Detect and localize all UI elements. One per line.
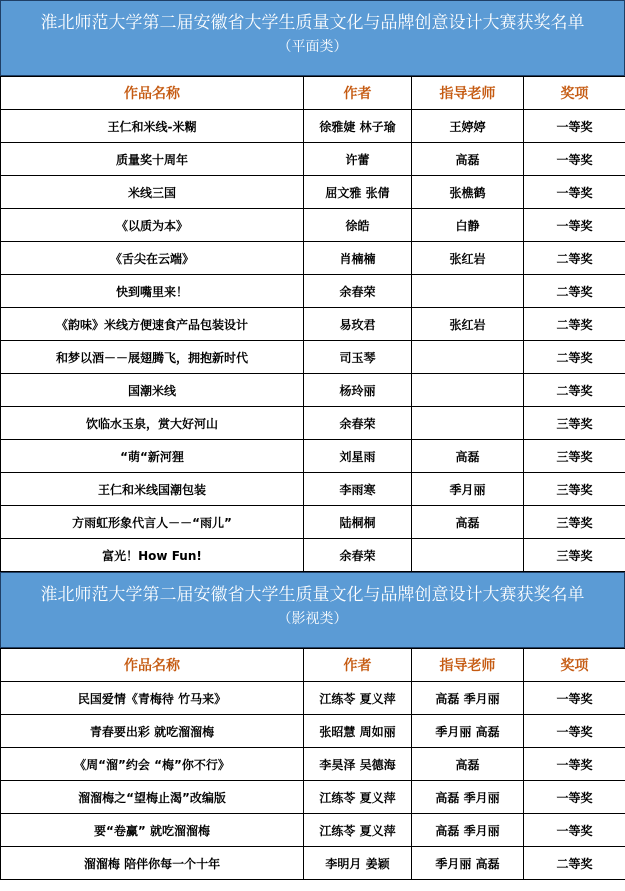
table-row — [1, 539, 625, 572]
table-row — [1, 440, 625, 473]
cell-work-name: 王仁和米线-米糊 — [1, 110, 304, 143]
cell-advisor: 王婷婷 — [412, 110, 524, 143]
cell-award: 二等奖 — [524, 275, 625, 308]
header-advisor: 指导老师 — [412, 77, 524, 110]
section-banner — [0, 572, 625, 648]
section-banner — [0, 0, 625, 76]
cell-award: 三等奖 — [524, 506, 625, 539]
cell-advisor: 张红岩 — [412, 242, 524, 275]
table-row — [1, 814, 625, 847]
cell-award: 三等奖 — [524, 407, 625, 440]
table-row — [1, 143, 625, 176]
cell-award: 一等奖 — [524, 682, 625, 715]
cell-advisor: 张红岩 — [412, 308, 524, 341]
table-row — [1, 341, 625, 374]
cell-work-name: 民国爱情《青梅待 竹马来》 — [1, 682, 304, 715]
cell-advisor: 高磊 — [412, 748, 524, 781]
cell-advisor: 高磊 季月丽 — [412, 781, 524, 814]
cell-work-name: 饮临水玉泉，赏大好河山 — [1, 407, 304, 440]
header-author: 作者 — [304, 649, 412, 682]
section-video — [0, 572, 625, 880]
section-subtitle: （影视类） — [277, 611, 348, 627]
cell-author: 江练苓 夏义萍 — [304, 682, 412, 715]
award-table — [0, 76, 625, 572]
header-work-name: 作品名称 — [1, 649, 304, 682]
table-row — [1, 407, 625, 440]
cell-author: 陆桐桐 — [304, 506, 412, 539]
cell-advisor: 张樵鹤 — [412, 176, 524, 209]
cell-advisor: 高磊 季月丽 — [412, 814, 524, 847]
cell-work-name: 《舌尖在云端》 — [1, 242, 304, 275]
table-row — [1, 715, 625, 748]
table-row — [1, 308, 625, 341]
table-row — [1, 242, 625, 275]
cell-author: 李昊泽 吴德海 — [304, 748, 412, 781]
cell-work-name: “萌“新河狸 — [1, 440, 304, 473]
cell-author: 李明月 姜颖 — [304, 847, 412, 880]
header-work-name: 作品名称 — [1, 77, 304, 110]
cell-work-name: 国潮米线 — [1, 374, 304, 407]
cell-author: 张昭慧 周如丽 — [304, 715, 412, 748]
award-table — [0, 648, 625, 880]
table-row — [1, 781, 625, 814]
cell-award: 二等奖 — [524, 341, 625, 374]
table-row — [1, 176, 625, 209]
header-advisor: 指导老师 — [412, 649, 524, 682]
cell-award: 三等奖 — [524, 473, 625, 506]
cell-author: 余春荣 — [304, 539, 412, 572]
cell-author: 徐皓 — [304, 209, 412, 242]
cell-advisor: 高磊 — [412, 143, 524, 176]
table-row — [1, 682, 625, 715]
cell-work-name: 青春要出彩 就吃溜溜梅 — [1, 715, 304, 748]
cell-work-name: 《周“溜”约会 “梅”你不行》 — [1, 748, 304, 781]
table-row — [1, 209, 625, 242]
cell-award: 二等奖 — [524, 242, 625, 275]
cell-award: 二等奖 — [524, 847, 625, 880]
section-subtitle: （平面类） — [277, 39, 348, 55]
cell-work-name: 《韵味》米线方便速食产品包装设计 — [1, 308, 304, 341]
cell-award: 一等奖 — [524, 748, 625, 781]
cell-work-name: 方雨虹形象代言人－－“雨儿” — [1, 506, 304, 539]
cell-work-name: 要“卷赢” 就吃溜溜梅 — [1, 814, 304, 847]
header-author: 作者 — [304, 77, 412, 110]
cell-advisor: 高磊 季月丽 — [412, 682, 524, 715]
table-row — [1, 374, 625, 407]
cell-award: 一等奖 — [524, 814, 625, 847]
table-row — [1, 748, 625, 781]
cell-author: 李雨寒 — [304, 473, 412, 506]
cell-work-name: 富光！How Fun! — [1, 539, 304, 572]
section-title: 淮北师范大学第二届安徽省大学生质量文化与品牌创意设计大赛获奖名单 — [40, 13, 585, 33]
section-title: 淮北师范大学第二届安徽省大学生质量文化与品牌创意设计大赛获奖名单 — [40, 585, 585, 605]
cell-work-name: 质量奖十周年 — [1, 143, 304, 176]
cell-author: 肖楠楠 — [304, 242, 412, 275]
cell-author: 杨玲丽 — [304, 374, 412, 407]
table-header-row — [1, 77, 625, 110]
cell-author: 余春荣 — [304, 407, 412, 440]
cell-author: 屈文雅 张倩 — [304, 176, 412, 209]
cell-advisor — [412, 407, 524, 440]
cell-author: 司玉琴 — [304, 341, 412, 374]
cell-work-name: 溜溜梅之“望梅止渴”改编版 — [1, 781, 304, 814]
cell-award: 二等奖 — [524, 308, 625, 341]
table-header-row — [1, 649, 625, 682]
cell-award: 一等奖 — [524, 209, 625, 242]
table-row — [1, 506, 625, 539]
cell-author: 余春荣 — [304, 275, 412, 308]
cell-work-name: 王仁和米线国潮包装 — [1, 473, 304, 506]
cell-advisor — [412, 539, 524, 572]
cell-advisor — [412, 374, 524, 407]
cell-advisor — [412, 341, 524, 374]
cell-award: 三等奖 — [524, 539, 625, 572]
cell-advisor: 季月丽 高磊 — [412, 715, 524, 748]
cell-work-name: 快到嘴里来！ — [1, 275, 304, 308]
cell-advisor: 季月丽 高磊 — [412, 847, 524, 880]
cell-award: 一等奖 — [524, 781, 625, 814]
cell-award: 一等奖 — [524, 143, 625, 176]
cell-advisor: 白静 — [412, 209, 524, 242]
cell-work-name: 溜溜梅 陪伴你每一个十年 — [1, 847, 304, 880]
cell-advisor: 季月丽 — [412, 473, 524, 506]
cell-advisor: 高磊 — [412, 506, 524, 539]
table-row — [1, 473, 625, 506]
table-row — [1, 275, 625, 308]
cell-advisor — [412, 275, 524, 308]
header-award: 奖项 — [524, 77, 625, 110]
cell-award: 一等奖 — [524, 176, 625, 209]
cell-author: 许蕾 — [304, 143, 412, 176]
cell-work-name: 和梦以酒－－展翅腾飞，拥抱新时代 — [1, 341, 304, 374]
cell-advisor: 高磊 — [412, 440, 524, 473]
cell-award: 一等奖 — [524, 110, 625, 143]
cell-award: 三等奖 — [524, 440, 625, 473]
table-row — [1, 110, 625, 143]
cell-author: 刘星雨 — [304, 440, 412, 473]
cell-work-name: 米线三国 — [1, 176, 304, 209]
cell-author: 徐雅婕 林子瑜 — [304, 110, 412, 143]
header-award: 奖项 — [524, 649, 625, 682]
cell-author: 江练苓 夏义萍 — [304, 814, 412, 847]
cell-award: 一等奖 — [524, 715, 625, 748]
cell-author: 江练苓 夏义萍 — [304, 781, 412, 814]
cell-author: 易玫君 — [304, 308, 412, 341]
table-row — [1, 847, 625, 880]
cell-award: 二等奖 — [524, 374, 625, 407]
cell-work-name: 《以质为本》 — [1, 209, 304, 242]
